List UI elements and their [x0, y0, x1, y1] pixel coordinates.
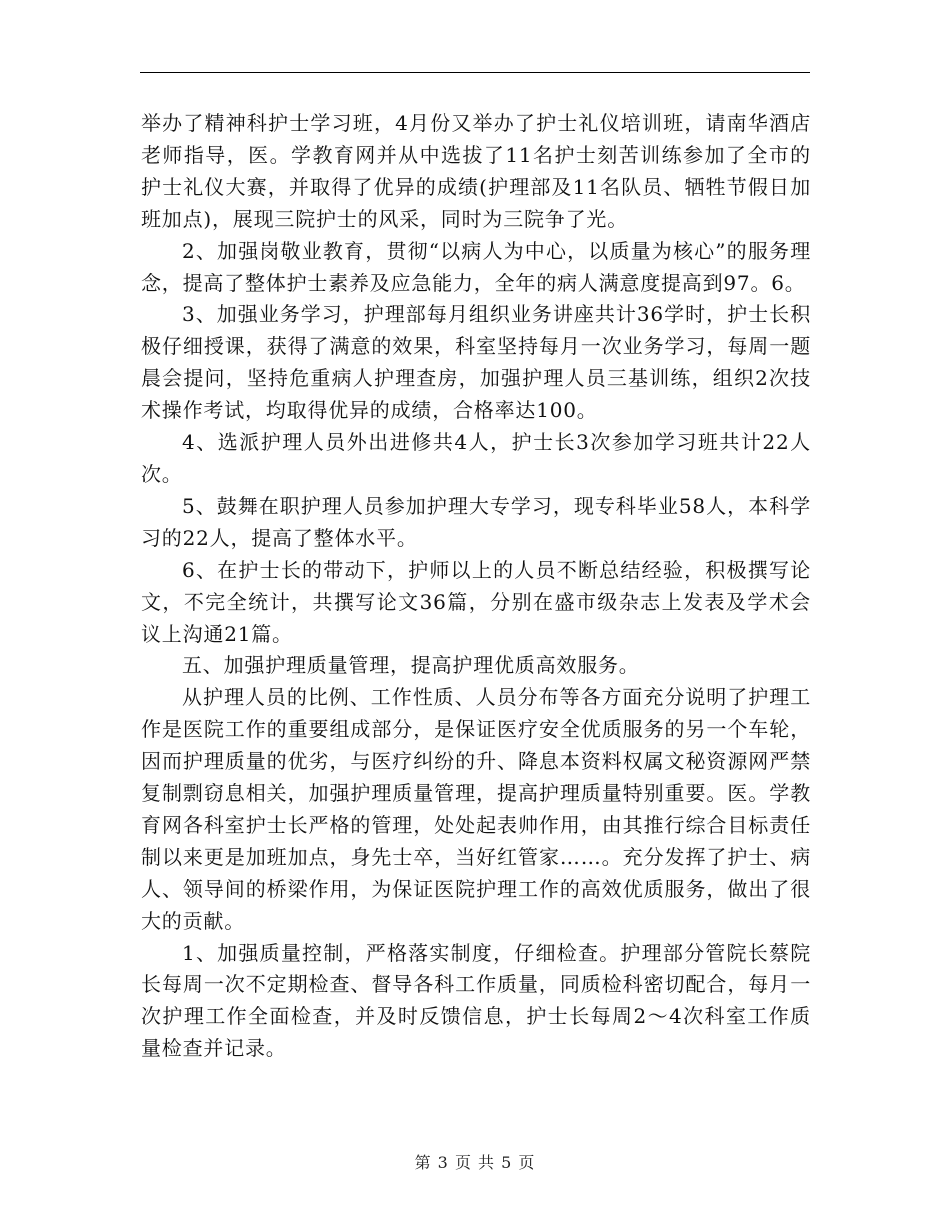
body-text	[141, 108, 811, 1065]
section-heading: 五、加强护理质量管理，提高护理优质高效服务。	[182, 653, 640, 678]
page-number-footer: 第 3 页 共 5 页	[414, 1153, 536, 1172]
paragraph-continued: 举办了精神科护士学习班，4月份又举办了护士礼仪培训班，请南华酒店老师指导，医。学教育网并从中选拔了11名护士刻苦训练参加了全市的护士礼仪大赛，并取得了优异的成绩(护理部及11名队员、牺牲节假日加班加点)，展现三院护士的风采，同时为三院争了光。	[141, 111, 811, 231]
paragraph-item-5: 5、鼓舞在职护理人员参加护理大专学习，现专科毕业58人，本科学习的22人，提高了整体水平。	[141, 493, 811, 550]
paragraph-item-6: 6、在护士长的带动下，护师以上的人员不断总结经验，积极撰写论文，不完全统计，共撰写论文36篇，分别在盛市级杂志上发表及学术会议上沟通21篇。	[141, 557, 811, 646]
paragraph-item-4: 4、选派护理人员外出进修共4人，护士长3次参加学习班共计22人次。	[141, 430, 811, 486]
paragraph-item-3: 3、加强业务学习，护理部每月组织业务讲座共计36学时，护士长积极仔细授课，获得了满意的效果，科室坚持每月一次业务学习，每周一题晨会提问，坚持危重病人护理查房，加强护理人员三基训练，组织2次技术操作考试，均取得优异的成绩，合格率达100。	[141, 302, 811, 423]
paragraph-section-intro: 从护理人员的比例、工作性质、人员分布等各方面充分说明了护理工作是医院工作的重要组成部分，是保证医疗安全优质服务的另一个车轮，因而护理质量的优劣，与医疗纠纷的升、降息本资料权属文秘资源网严禁复制剽窃息相关，加强护理质量管理，提高护理质量特别重要。医。学教育网各科室护士长严格的管理，处处起表帅作用，由其推行综合目标责任制以来更是加班加点，身先士卒，当好红管家……。充分发挥了护士、病人、领导间的桥梁作用，为保证医院护理工作的高效优质服务，做出了很大的贡献。	[141, 685, 811, 933]
paragraph-item-1: 1、加强质量控制，严格落实制度，仔细检查。护理部分管院长蔡院长每周一次不定期检查、督导各科工作质量，同质检科密切配合，每月一次护理工作全面检查，并及时反馈信息，护士长每周2～4次科室工作质量检查并记录。	[141, 940, 811, 1061]
paragraph-item-2: 2、加强岗敬业教育，贯彻“以病人为中心，以质量为核心”的服务理念，提高了整体护士素养及应急能力，全年的病人满意度提高到97。6。	[141, 238, 811, 295]
header-rule	[140, 72, 810, 73]
